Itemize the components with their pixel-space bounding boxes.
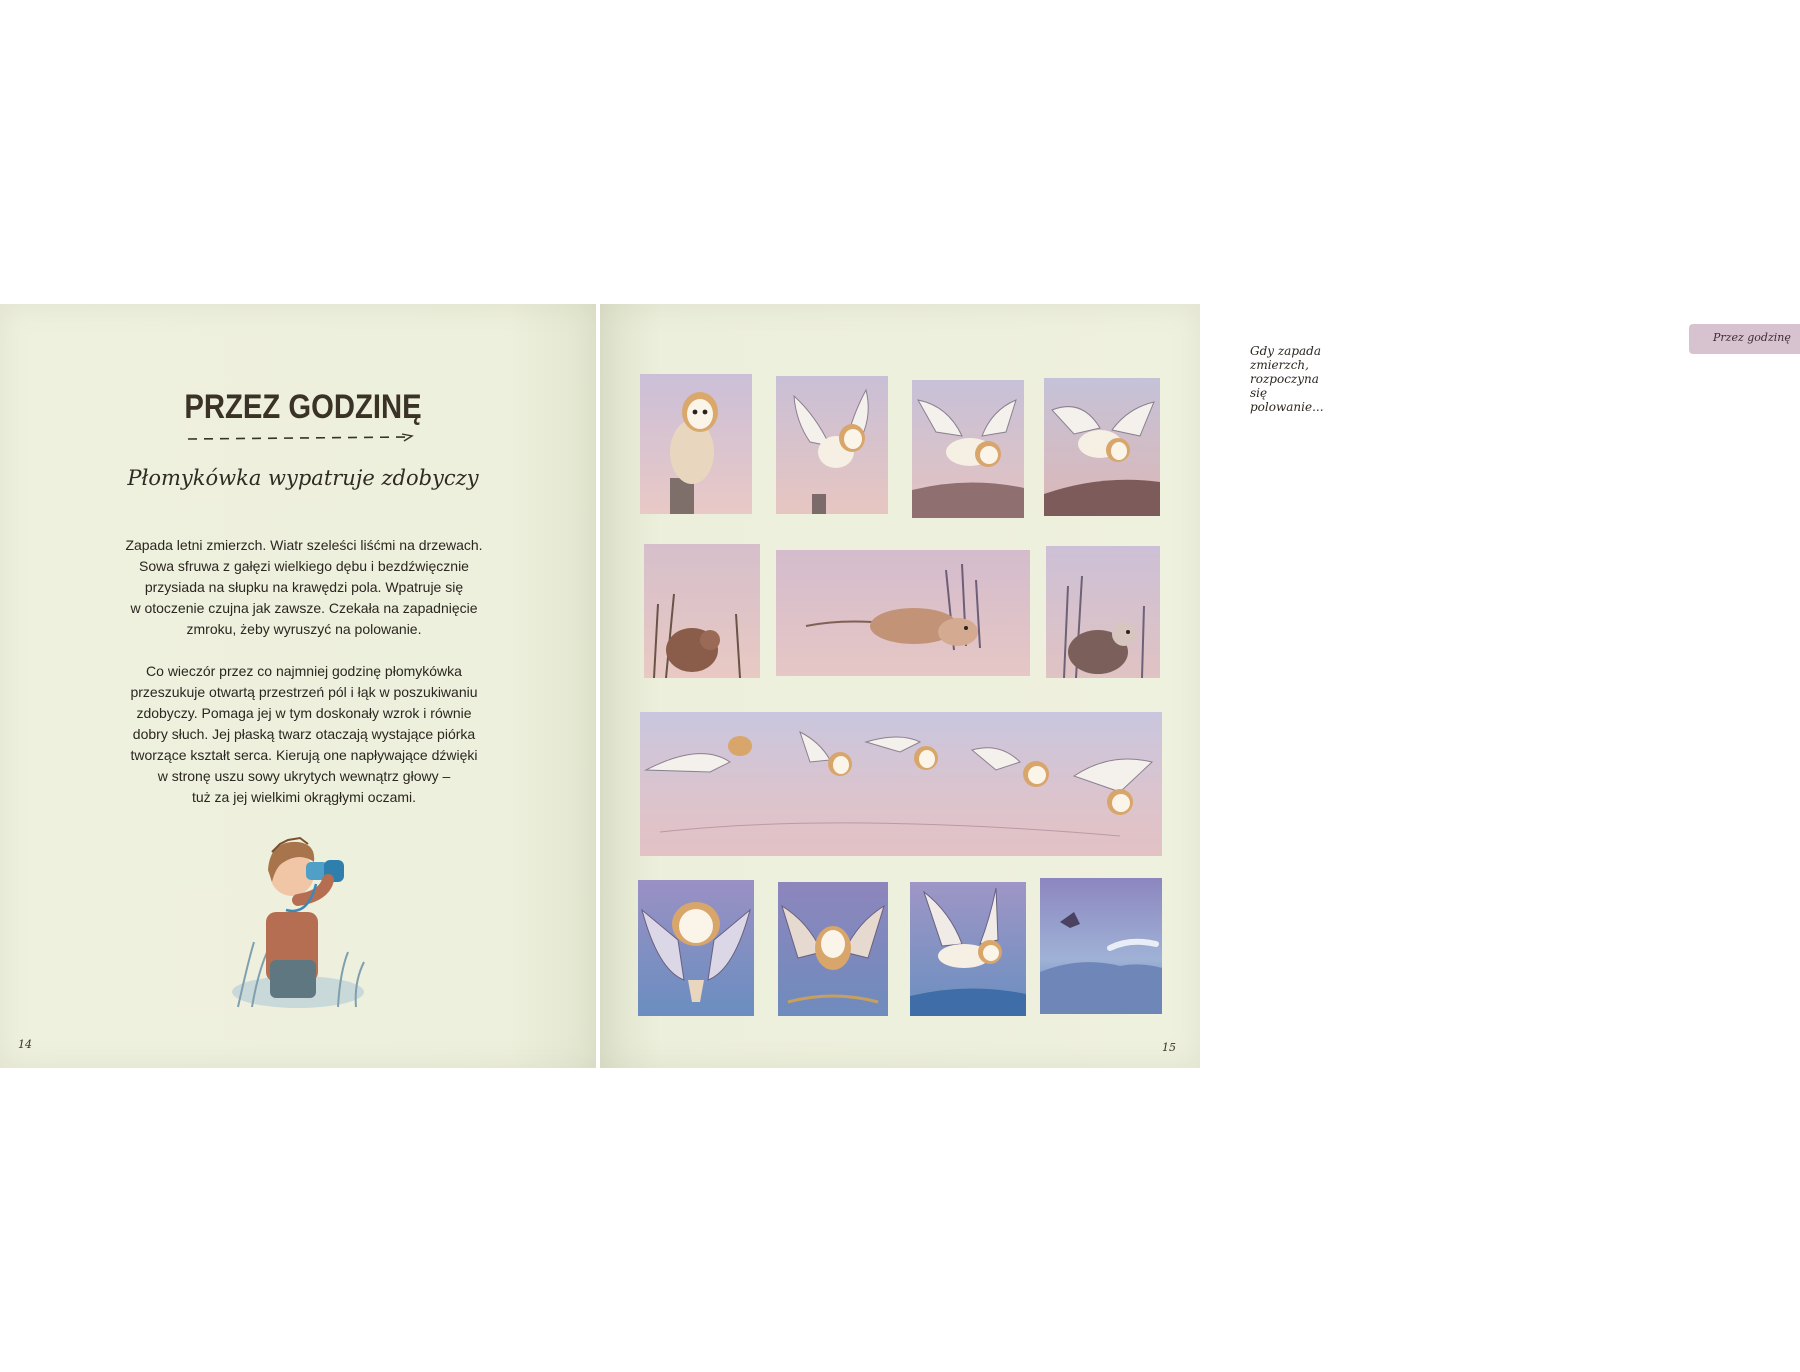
text-line: przeszukuje otwartą przestrzeń pól i łąk w poszukiwaniu: [130, 684, 478, 700]
book-spread: [0, 304, 1791, 1068]
text-line: przysiada na słupku na krawędzi pola. Wpatruje się: [144, 579, 464, 595]
page-title: PRZEZ GODZINĘ: [184, 388, 422, 426]
page-number-left: 14: [18, 1038, 32, 1051]
child-with-binoculars-illustration: [228, 822, 368, 1012]
section-tab-label: Przez godzinę: [1713, 331, 1791, 344]
comic-panel-owl-landing: [778, 882, 888, 1016]
text-line: Sowa sfruwa z gałęzi wielkiego dębu i bezdźwięcznie: [139, 558, 469, 574]
right-page: [600, 304, 1791, 1068]
text-line: w stronę uszu sowy ukrytych wewnątrz głowy –: [157, 768, 451, 784]
section-tab: [1689, 324, 1800, 354]
text-line: dobry słuch. Jej płaską twarz otaczają wystające piórka: [132, 726, 476, 742]
body-paragraph-1: [116, 535, 492, 640]
text-line: tuż za jej wielkimi okrągłymi oczami.: [191, 789, 417, 805]
illustration-caption: Gdy zapada zmierzch, rozpoczyna się polowanie...: [1250, 344, 1324, 414]
comic-panel-owl-flight-sequence: [640, 712, 1162, 856]
text-line: Zapada letni zmierzch. Wiatr szeleści liśćmi na drzewach.: [125, 537, 483, 553]
text-line: zdobyczy. Pomaga jej w tym doskonały wzrok i równie: [136, 705, 472, 721]
comic-panel-owl-perched: [640, 374, 752, 514]
comic-panel-owl-takeoff: [776, 376, 888, 514]
page-subtitle: Płomykówka wypatruje zdobyczy: [127, 466, 479, 490]
comic-panel-vole-eating: [644, 544, 760, 678]
text-line: w otoczenie czujna jak zawsze. Czekała na zapadnięcie: [130, 600, 478, 616]
comic-panel-vole-running: [776, 550, 1030, 676]
comic-panel-owl-diving: [638, 880, 754, 1016]
comic-panel-owl-hovering: [1044, 378, 1160, 516]
comic-panel-owl-distance: [1040, 878, 1162, 1014]
comic-panel-owl-catching: [910, 882, 1026, 1016]
left-page: [0, 304, 598, 1068]
title-underline: [188, 432, 418, 444]
text-line: tworzące kształt serca. Kierują one napływające dźwięki: [130, 747, 478, 763]
comic-panel-owl-gliding: [912, 380, 1024, 518]
page-number-right: 15: [1162, 1041, 1176, 1054]
comic-panel-vole-alert: [1046, 546, 1160, 678]
text-line: Co wieczór przez co najmniej godzinę płomykówka: [146, 663, 462, 679]
text-line: zmroku, żeby wyruszyć na polowanie.: [186, 621, 422, 637]
body-paragraph-2: [116, 661, 492, 808]
